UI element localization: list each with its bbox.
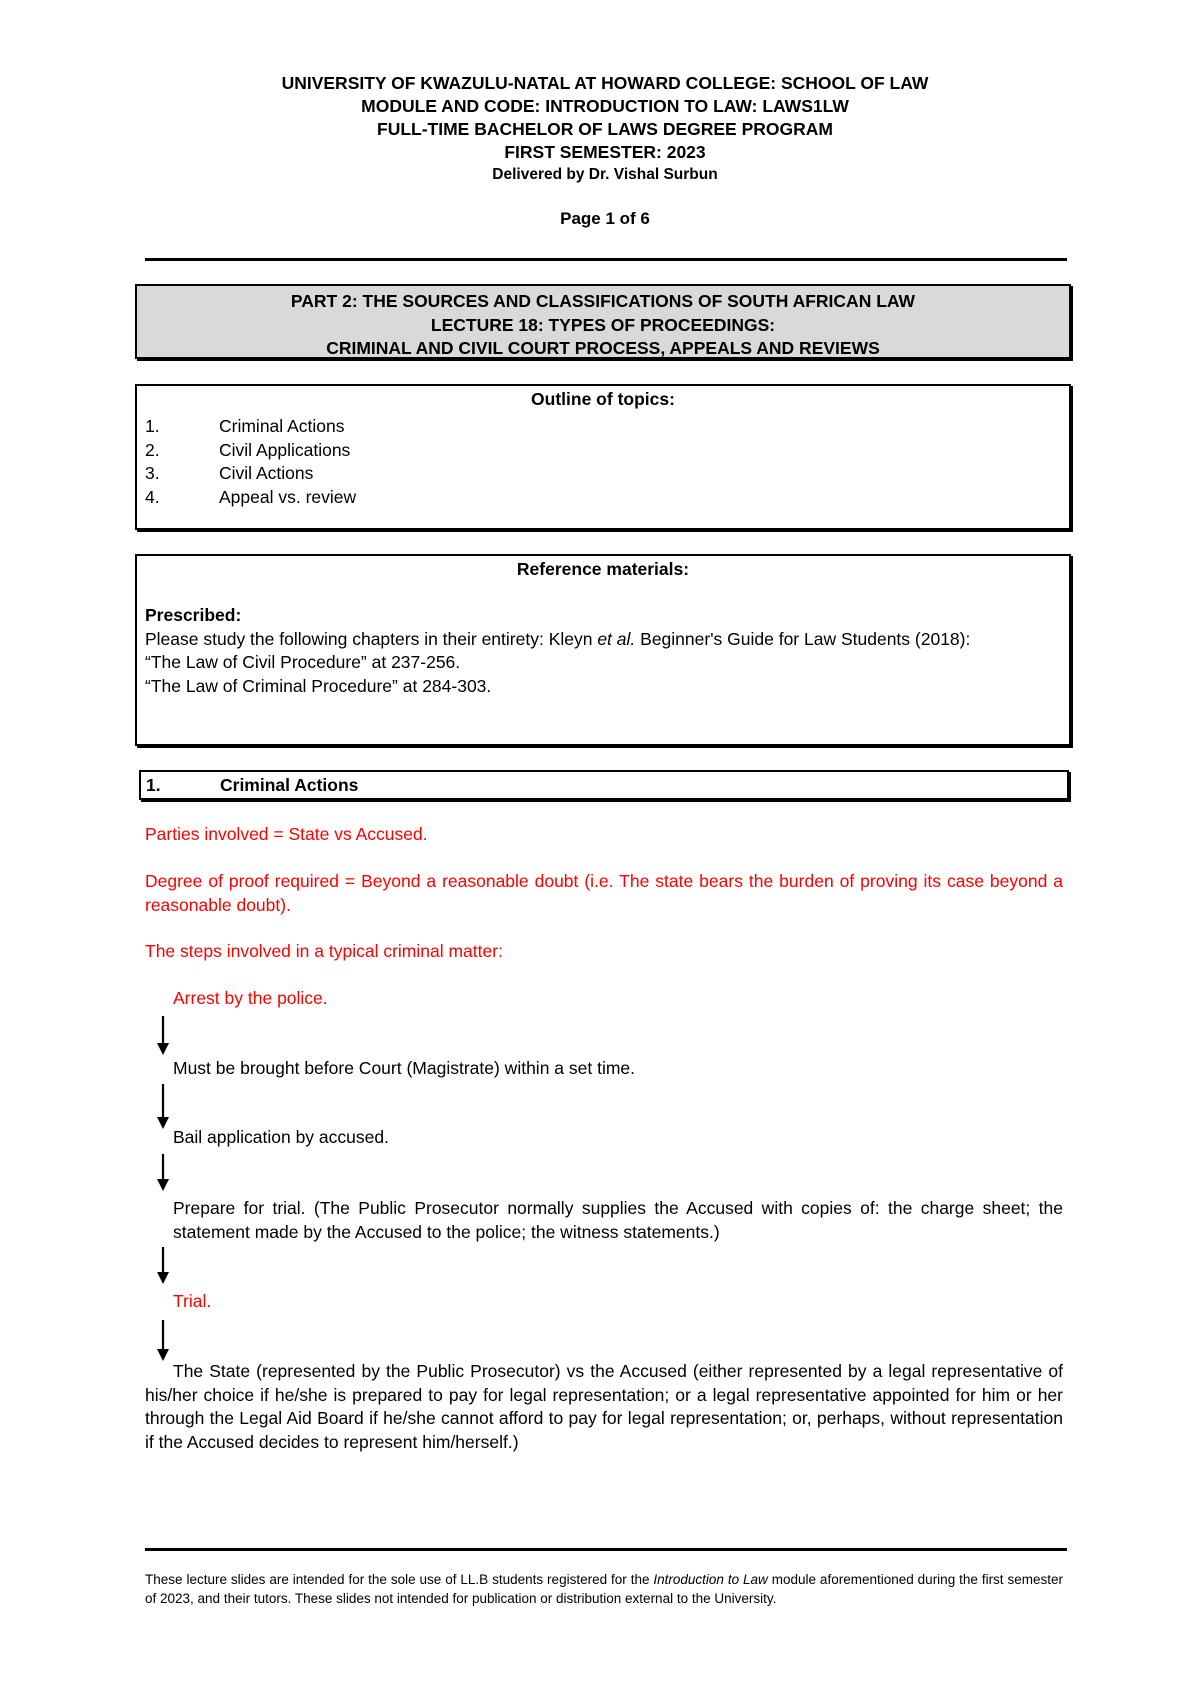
footer-module-italic: Introduction to Law (653, 1572, 768, 1587)
outline-item-label: Appeal vs. review (219, 486, 357, 507)
reference-title: Reference materials: (516, 559, 690, 579)
outline-item (145, 439, 1061, 463)
step-prepare-for-trial: Prepare for trial. (The Public Prosecutor normally supplies the Accused with copies of: the charge sheet; the statement made by the Accused to the police; the witness statements.) (173, 1198, 1063, 1242)
outline-item-label: Civil Actions (219, 463, 314, 483)
section-heading-criminal-actions (139, 770, 1069, 800)
down-arrow-icon (156, 1154, 170, 1192)
outline-item-label: Criminal Actions (219, 416, 345, 436)
step-brought-before-court: Must be brought before Court (Magistrate) within a set time. (173, 1058, 636, 1078)
section-title: Criminal Actions (220, 775, 359, 795)
section-number: 1. (146, 775, 161, 795)
prescribed-intro-italic: et al. (597, 628, 636, 649)
outline-item-number: 2. (145, 439, 160, 460)
state-vs-accused-paragraph: The State (represented by the Public Prosecutor) vs the Accused (either represented by a legal representative of his/her choice if he/she is prepared to pay for legal representation; or a legal representative appointed for him or her through the Legal Aid Board if he/she cannot afford to pay for legal representation; or, perhaps, without representation if the Accused decides to represent him/herself.) (145, 1361, 1063, 1452)
degree-of-proof: Degree of proof required = Beyond a reasonable doubt (i.e. The state bears the burden of proving its case beyond a reasonable doubt). (145, 871, 1063, 915)
page-number: Page 1 of 6 (560, 209, 650, 228)
step-arrest: Arrest by the police. (173, 988, 328, 1008)
header-module: MODULE AND CODE: INTRODUCTION TO LAW: LAWS1LW (361, 96, 849, 116)
footer-divider (145, 1548, 1067, 1551)
outline-title: Outline of topics: (531, 389, 675, 409)
document-header (140, 72, 1070, 230)
down-arrow-icon (156, 1247, 170, 1285)
step-trial: Trial. (173, 1291, 212, 1311)
lecture-title-box (135, 284, 1071, 359)
lecture-subtitle: CRIMINAL AND CIVIL COURT PROCESS, APPEALS AND REVIEWS (326, 338, 880, 358)
prescribed-intro (145, 628, 1061, 652)
header-delivered-by: Delivered by Dr. Vishal Surbun (492, 166, 718, 183)
step-bail-application: Bail application by accused. (173, 1127, 389, 1147)
reference-item-criminal: “The Law of Criminal Procedure” at 284-303. (145, 675, 492, 696)
outline-item-number: 1. (145, 416, 160, 436)
reference-materials-box (135, 554, 1071, 746)
lecture-title: LECTURE 18: TYPES OF PROCEEDINGS: (430, 314, 776, 335)
steps-intro: The steps involved in a typical criminal matter: (145, 941, 503, 961)
down-arrow-icon (156, 1320, 170, 1362)
outline-item (145, 486, 1061, 510)
outline-list (145, 415, 1061, 509)
outline-item (145, 415, 1061, 439)
header-university: UNIVERSITY OF KWAZULU-NATAL AT HOWARD COLLEGE: SCHOOL OF LAW (281, 73, 929, 93)
footer-text: These lecture slides are intended for the sole use of LL.B students registered for the (145, 1572, 654, 1587)
down-arrow-icon (156, 1016, 170, 1056)
outline-box (135, 384, 1071, 530)
prescribed-label: Prescribed: (145, 605, 242, 625)
header-divider (145, 258, 1067, 261)
part-title: PART 2: THE SOURCES AND CLASSIFICATIONS OF SOUTH AFRICAN LAW (290, 291, 916, 311)
parties-involved: Parties involved = State vs Accused. (145, 824, 428, 844)
header-program: FULL-TIME BACHELOR OF LAWS DEGREE PROGRAM (377, 119, 833, 139)
outline-item-number: 3. (145, 463, 160, 483)
footer-text-end: module aforementioned during the first semester of 2023, and their tutors. These slides not intended for publication or distribution external to the University. (145, 1572, 1064, 1606)
footer-disclaimer (145, 1571, 1063, 1608)
outline-item-number: 4. (145, 486, 160, 507)
prescribed-intro-text: Please study the following chapters in their entirety: Kleyn (145, 628, 598, 649)
down-arrow-icon (156, 1084, 170, 1130)
outline-item-label: Civil Applications (219, 439, 351, 460)
outline-item (145, 462, 1061, 486)
reference-item-civil: “The Law of Civil Procedure” at 237-256. (145, 652, 461, 672)
prescribed-intro-text-end: Beginner's Guide for Law Students (2018): (635, 628, 971, 649)
header-semester: FIRST SEMESTER: 2023 (504, 142, 706, 162)
